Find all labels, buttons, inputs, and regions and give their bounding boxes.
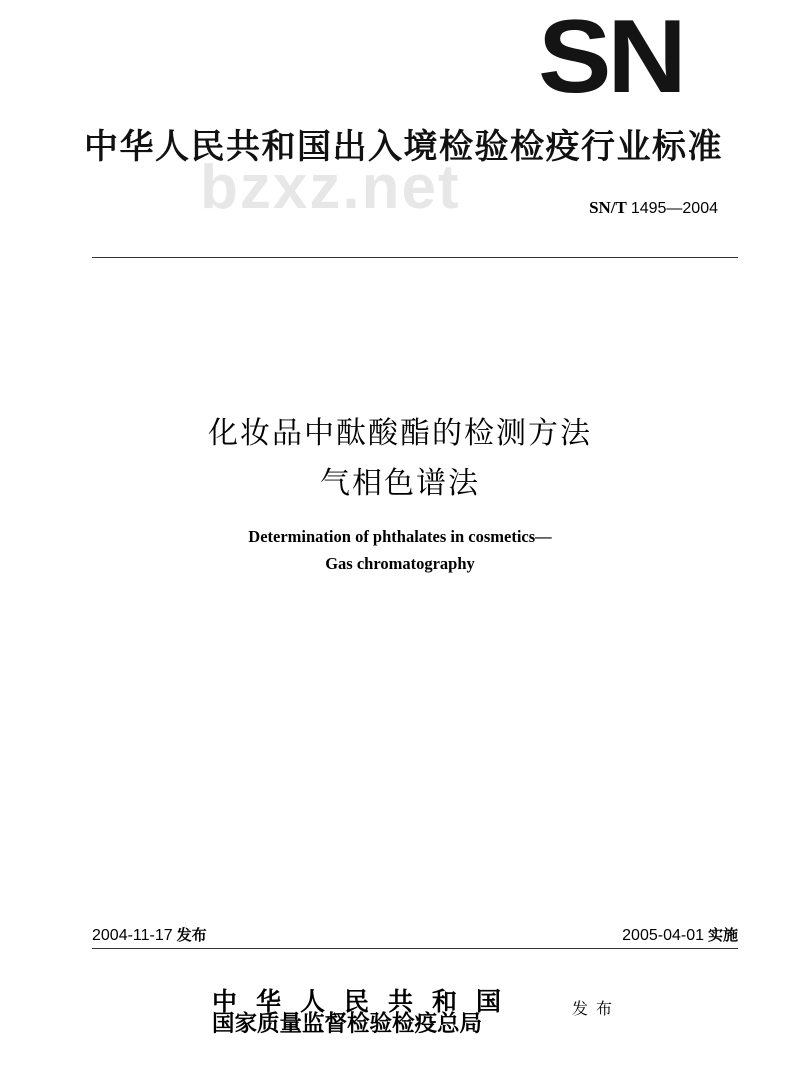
english-title-line-1: Determination of phthalates in cosmetics— bbox=[248, 527, 552, 546]
issuing-body-title: 中华人民共和国出入境检验检疫行业标准 bbox=[84, 127, 723, 167]
standard-code: 1495—2004 bbox=[630, 200, 718, 217]
bottom-divider bbox=[92, 948, 738, 949]
issue-date-value: 2004-11-17 bbox=[92, 927, 173, 944]
implementation-date-label: 实施 bbox=[707, 926, 738, 944]
issue-date bbox=[92, 924, 207, 945]
issuer-action: 发布 bbox=[572, 999, 621, 1018]
issue-date-label: 发布 bbox=[176, 926, 207, 944]
implementation-date bbox=[622, 924, 738, 945]
chinese-title-line-2: 气相色谱法 bbox=[320, 466, 480, 501]
issuer-country: 中华人民共和国 bbox=[212, 987, 521, 1016]
watermark: bzxz.net bbox=[200, 153, 461, 222]
implementation-date-value: 2005-04-01 bbox=[622, 927, 704, 944]
issuer-agency: 国家质量监督检验检疫总局 bbox=[212, 1011, 483, 1037]
english-title-line-2: Gas chromatography bbox=[325, 554, 475, 573]
top-divider bbox=[92, 257, 738, 258]
chinese-title-line-1: 化妆品中酞酸酯的检测方法 bbox=[208, 416, 592, 451]
standard-prefix: SN/T bbox=[589, 198, 627, 217]
standard-number bbox=[589, 198, 718, 218]
sn-logo: SN bbox=[538, 0, 683, 115]
